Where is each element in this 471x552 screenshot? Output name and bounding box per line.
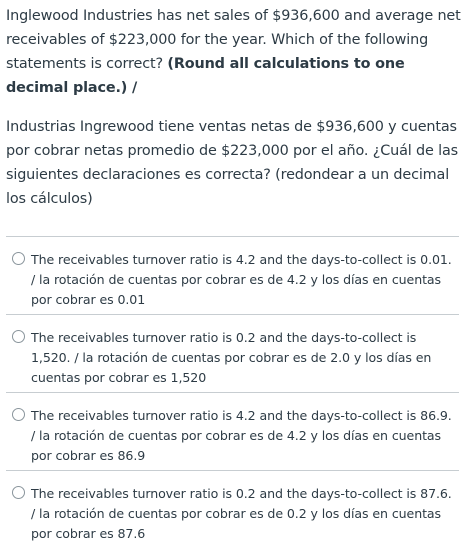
question-english-body: Inglewood Industries has net sales of $936,600 and average net receivables of $223,000 for the year. Which of the following statements is correct? (6, 8, 461, 72)
radio-button-icon[interactable] (12, 486, 25, 499)
radio-button-icon[interactable] (12, 252, 25, 265)
answer-option-label: The receivables turnover ratio is 4.2 and the days-to-collect is 86.9. / la rotación de cuentas por cobrar es de 4.2 y los días en cuentas por cobrar es 86.9 (31, 408, 452, 463)
question-text-english (6, 4, 465, 100)
answer-option-4[interactable] (6, 470, 459, 548)
answer-option-3[interactable] (6, 392, 459, 470)
answer-option-2[interactable] (6, 314, 459, 392)
answer-option-label: The receivables turnover ratio is 0.2 and the days-to-collect is 87.6. / la rotación de cuentas por cobrar es de 0.2 y los días en cuentas por cobrar es 87.6 (31, 486, 452, 541)
answer-list (6, 236, 459, 548)
answer-option-label: The receivables turnover ratio is 4.2 and the days-to-collect is 0.01. / la rotación de cuentas por cobrar es de 4.2 y los días en cuentas por cobrar es 0.01 (31, 252, 452, 307)
radio-button-icon[interactable] (12, 408, 25, 421)
radio-button-icon[interactable] (12, 330, 25, 343)
question-text (6, 0, 465, 211)
answer-option-label: The receivables turnover ratio is 0.2 and the days-to-collect is 1,520. / la rotación de cuentas por cobrar es de 2.0 y los días en cuentas por cobrar es 1,520 (31, 330, 432, 385)
question-english-rounding-note: (Round all calculations to one decimal place.) / (6, 56, 405, 96)
question-text-spanish: Industrias Ingrewood tiene ventas netas de $936,600 y cuentas por cobrar netas promedio de $223,000 por el año. ¿Cuál de las siguientes declaraciones es correcta? (redondear a un decimal los cálculos) (6, 119, 459, 207)
answer-option-1[interactable] (6, 236, 459, 314)
